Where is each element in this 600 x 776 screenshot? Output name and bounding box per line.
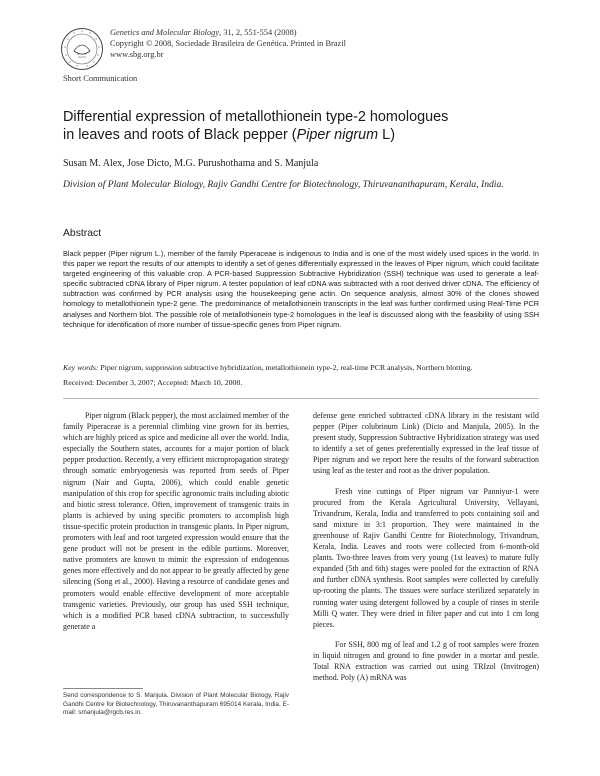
article-title (63, 108, 543, 144)
sbg-seal-icon (60, 27, 104, 71)
body-paragraph: Piper nigrum (Black pepper), the most acclaimed member of the family Piperaceae is a perennial climbing vine grown for its berries, which are highly priced as spice and medicine all over the world. India, especially the Southern states, accounts for a major portion of black pepper production. Recently, a very efficient micropropagation strategy through somatic embryogenesis was reported from seeds of Piper nigrum (Nair and Gupta, 2006), which could enable genetic manipulation of this crop for specific agronomic traits including abiotic and biotic stress tolerance. Often, improvement of transgenic traits in plants is achieved by using specific promoters to accomplish high tissue-specific protein production in transgenic plants. In Piper nigrum, promoters with leaf and root targeted expression would ensure that the gene product will not be present in the edible portions. Moreover, native promoters are known to mimic the expression of endogenous genes more effectively and do not appear to be greatly affected by gene silencing (Song et al., 2000). Having a resource of candidate genes and promoters would enable effective development of more acceptable transgenic varieties. Previously, our group has used SSH technique, which is a modified PCR based cDNA subtraction, to successfully generate a (63, 411, 289, 631)
body-paragraph: For SSH, 800 mg of leaf and 1.2 g of root samples were frozen in liquid nitrogen and ground to fine powder in a mortar and pestle. Total RNA extraction was carried out using TRIzol (Invitrogen) method. Poly (A) mRNA was (313, 639, 539, 683)
title-line-2-suffix: L) (378, 127, 395, 143)
footnote-divider (63, 688, 143, 689)
author-list: Susan M. Alex, Jose Dicto, M.G. Purushothama and S. Manjula (63, 158, 319, 169)
journal-citation (110, 27, 490, 38)
copyright-line: Copyright © 2008, Sociedade Brasileira de Genética. Printed in Brazil (110, 39, 346, 48)
section-label: Short Communication (63, 74, 138, 83)
journal-name: Genetics and Molecular Biology (110, 28, 220, 37)
title-line-2-prefix: in leaves and roots of Black pepper ( (63, 127, 297, 143)
journal-header (110, 27, 490, 60)
abstract-text: Black pepper (Piper nigrum L.), member of the family Piperaceae is indigenous to India and is one of the most widely used spices in the world. In this paper we report the results of our attempts to identify a set of genes differentially expressed in the leaves of Piper nigrum, which could facilitate targeted engineering of this valuable crop. A PCR-based Suppression Subtractive Hybridization (SSH) technique was used to generate a leaf-specific subtracted cDNA library of Piper nigrum. A tester population of leaf cDNA was subtracted with a root derived driver cDNA. The efficiency of subtraction was confirmed by PCR analysis using the housekeeping gene actin. On sequence analysis, almost 30% of the clones showed homology to metallothionein type-2 gene. The predominance of metallothionein transcripts in the leaf was further confirmed using Real-Time PCR analyses and Northern blot. The possible role of metallothionein type-2 homologues in the leaf is discussed along with the feasibility of using SSH technique for identification of more number of tissue-specific genes from Piper nigrum. (63, 249, 539, 329)
body-paragraph: Fresh vine cuttings of Piper nigrum var Panniyur-1 were procured from the Kerala Agricultural University, Vellayani, Trivandrum, Kerala, India and transferred to pots containing soil and sand mixture in 3:1 proportion. They were maintained in the greenhouse of Rajiv Gandhi Centre for Biotechnology, Trivandrum, Kerala, India. Leaves and roots were collected from 6-month-old plants. Two-three leaves from very young (1st leaves) to mature fully expanded (5th and 6th) stages were pooled for the extraction of RNA and further cDNA synthesis. Root samples were collected by carefully up-rooting the plants. The tissues were surface sterilized separately in running water using detergent followed by a couple of rinses in sterile Milli Q water. They were dried in filter paper and cut into 1 cm long pieces. (313, 486, 539, 629)
author-affiliation: Division of Plant Molecular Biology, Rajiv Gandhi Centre for Biotechnology, Thiruvananthapuram, Kerala, India. (63, 179, 504, 190)
keywords (63, 363, 539, 373)
abstract-divider (63, 398, 539, 399)
keywords-label: Key words: (63, 363, 99, 372)
keywords-text: Piper nigrum, suppression subtractive hybridization, metallothionein type-2, real-time PCR analysis, Northern blotting. (98, 363, 473, 372)
title-line-1: Differential expression of metallothionein type-2 homologues (63, 109, 449, 125)
received-accepted-dates: Received: December 3, 2007; Accepted: March 10, 2008. (63, 378, 243, 387)
journal-website-link[interactable]: www.sbg.org.br (110, 50, 164, 59)
body-paragraph: defense gene enriched subtracted cDNA library in the resistant wild pepper (Piper colubrinum Link) (Dicto and Manjula, 2005). In the present study, Suppression Subtractive Hybridization strategy was used to identify a set of genes preferentially expressed in the leaf tissue of Piper nigrum and we report here the results of the forward subtraction using leaf as the tester and root as the driver population. (313, 411, 539, 476)
abstract-heading: Abstract (63, 228, 102, 239)
body-column-left (63, 410, 289, 632)
body-column-right (313, 410, 539, 683)
title-species-name: Piper nigrum (296, 127, 379, 143)
citation-volume-pages: , 31, 2, 551-554 (2008) (219, 28, 297, 37)
correspondence-footnote: Send correspondence to S. Manjula. Division of Plant Molecular Biology, Rajiv Gandhi Centre for Biotechnology, Thiruvananthapuram 695014 Kerala, India. E-mail: smanjula@rgcb.res.in. (63, 692, 289, 717)
